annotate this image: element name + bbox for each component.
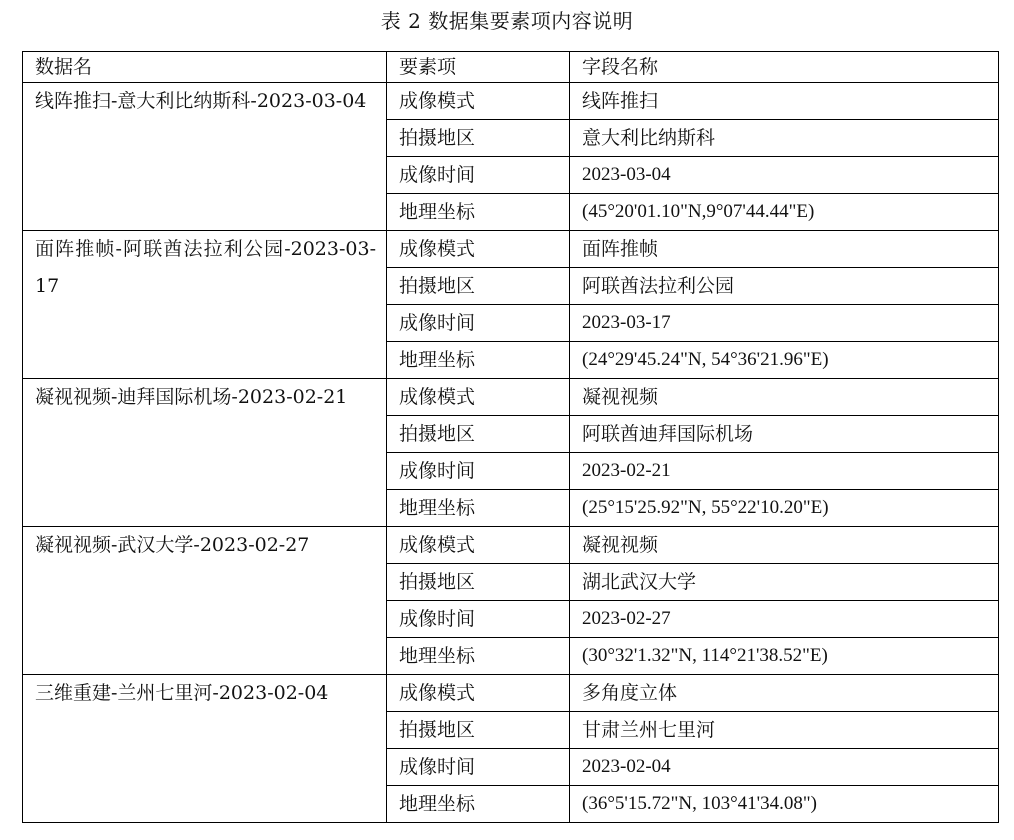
dataset-name-cell: 凝视视频-武汉大学-2023-02-27	[23, 527, 387, 675]
element-cell: 拍摄地区	[387, 268, 570, 305]
element-cell: 成像时间	[387, 453, 570, 490]
element-cell: 成像时间	[387, 601, 570, 638]
element-cell: 地理坐标	[387, 342, 570, 379]
table-row	[23, 231, 999, 268]
value-cell: (36°5'15.72"N, 103°41'34.08")	[570, 786, 999, 823]
element-cell: 成像模式	[387, 231, 570, 268]
element-cell: 成像时间	[387, 157, 570, 194]
dataset-name-cell: 线阵推扫-意大利比纳斯科-2023-03-04	[23, 83, 387, 231]
element-cell: 地理坐标	[387, 786, 570, 823]
value-cell: 线阵推扫	[570, 83, 999, 120]
dataset-name-cell: 凝视视频-迪拜国际机场-2023-02-21	[23, 379, 387, 527]
value-cell: 多角度立体	[570, 675, 999, 712]
element-cell: 成像时间	[387, 749, 570, 786]
value-cell: 凝视视频	[570, 527, 999, 564]
value-cell: 2023-02-27	[570, 601, 999, 638]
element-cell: 地理坐标	[387, 638, 570, 675]
header-element: 要素项	[387, 52, 570, 83]
value-cell: 阿联酋法拉利公园	[570, 268, 999, 305]
element-cell: 地理坐标	[387, 490, 570, 527]
header-field-name: 字段名称	[570, 52, 999, 83]
value-cell: 2023-03-04	[570, 157, 999, 194]
dataset-elements-table	[22, 51, 999, 823]
value-cell: 阿联酋迪拜国际机场	[570, 416, 999, 453]
element-cell: 地理坐标	[387, 194, 570, 231]
element-cell: 成像模式	[387, 379, 570, 416]
element-cell: 拍摄地区	[387, 120, 570, 157]
element-cell: 成像时间	[387, 305, 570, 342]
value-cell: 湖北武汉大学	[570, 564, 999, 601]
element-cell: 拍摄地区	[387, 416, 570, 453]
table-row	[23, 83, 999, 120]
value-cell: (24°29'45.24"N, 54°36'21.96"E)	[570, 342, 999, 379]
dataset-name-cell: 三维重建-兰州七里河-2023-02-04	[23, 675, 387, 823]
value-cell: 意大利比纳斯科	[570, 120, 999, 157]
value-cell: 2023-02-21	[570, 453, 999, 490]
element-cell: 成像模式	[387, 83, 570, 120]
element-cell: 拍摄地区	[387, 564, 570, 601]
value-cell: 2023-03-17	[570, 305, 999, 342]
element-cell: 拍摄地区	[387, 712, 570, 749]
value-cell: 面阵推帧	[570, 231, 999, 268]
dataset-name-cell: 面阵推帧-阿联酋法拉利公园-2023-03-17	[23, 231, 387, 379]
value-cell: (25°15'25.92"N, 55°22'10.20"E)	[570, 490, 999, 527]
table-row	[23, 527, 999, 564]
table-caption: 表 2 数据集要素项内容说明	[380, 9, 634, 33]
table-row	[23, 675, 999, 712]
value-cell: 凝视视频	[570, 379, 999, 416]
table-row	[23, 379, 999, 416]
value-cell: 甘肃兰州七里河	[570, 712, 999, 749]
element-cell: 成像模式	[387, 675, 570, 712]
value-cell: (45°20'01.10"N,9°07'44.44"E)	[570, 194, 999, 231]
header-row	[23, 52, 999, 83]
value-cell: (30°32'1.32"N, 114°21'38.52"E)	[570, 638, 999, 675]
header-dataset-name: 数据名	[23, 52, 387, 83]
value-cell: 2023-02-04	[570, 749, 999, 786]
element-cell: 成像模式	[387, 527, 570, 564]
